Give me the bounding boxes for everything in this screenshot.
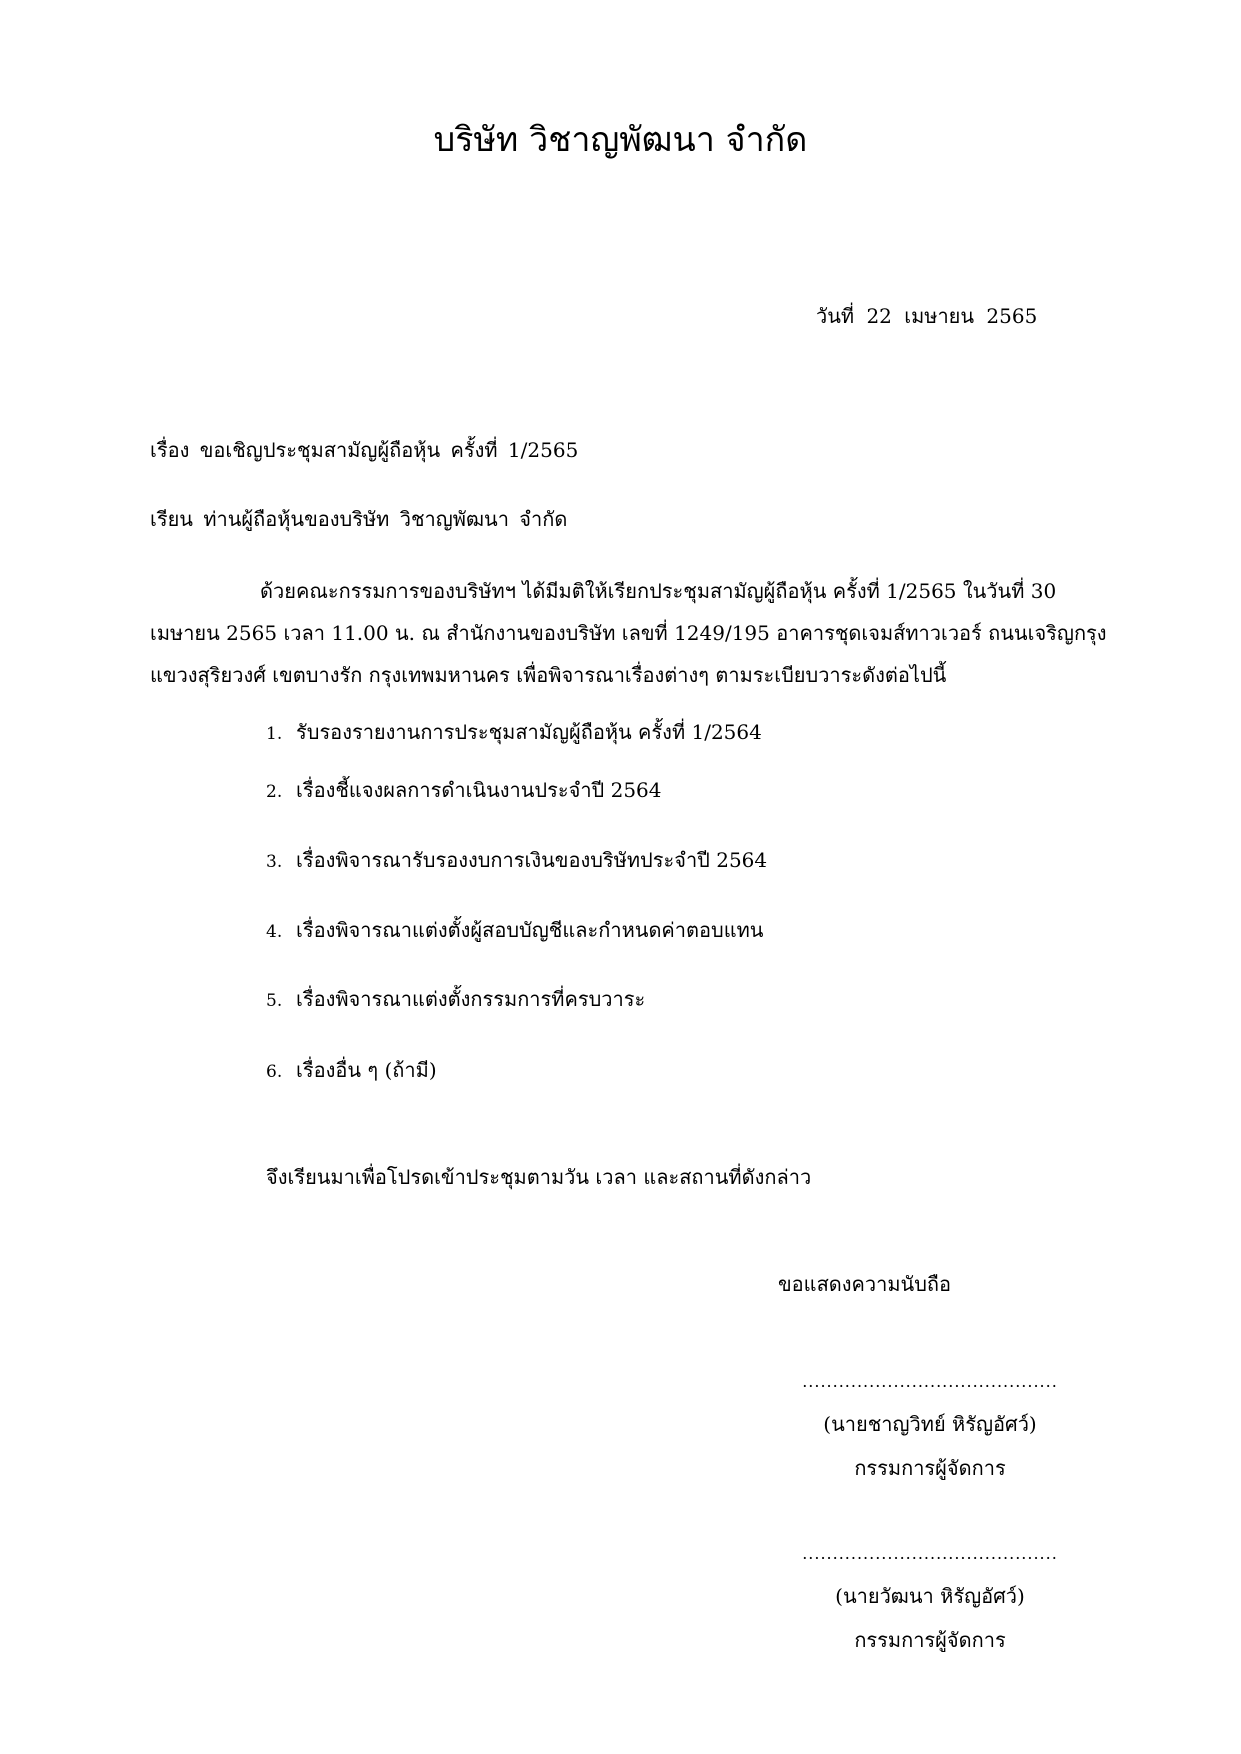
agenda-text: เรื่องพิจารณาแต่งตั้งผู้สอบบัญชีและกำหนดค่าตอบแทน [296, 918, 764, 942]
agenda-item [266, 916, 763, 946]
company-title: บริษัท วิชาญพัฒนา จำกัด [433, 120, 808, 160]
body-line: เมษายน 2565 เวลา 11.00 น. ณ สำนักงานของบริษัท เลขที่ 1249/195 อาคารชุดเจมส์ทาวเวอร์ ถนนเจริญกรุง [150, 621, 1107, 645]
agenda-item [266, 985, 645, 1015]
signatory-title: กรรมการผู้จัดการ [854, 1628, 1006, 1652]
agenda-number: 3. [266, 852, 283, 872]
agenda-item [266, 846, 767, 876]
agenda-number: 6. [266, 1062, 283, 1082]
signature-line: .......................................... [802, 1544, 1058, 1563]
agenda-number: 2. [266, 782, 283, 802]
signatory-title: กรรมการผู้จัดการ [854, 1456, 1006, 1480]
signature-block [770, 1544, 1090, 1654]
closing-line: จึงเรียนมาเพื่อโปรดเข้าประชุมตามวัน เวลา และสถานที่ดังกล่าว [266, 1165, 812, 1189]
agenda-text: เรื่องพิจารณารับรองงบการเงินของบริษัทประจำปี 2564 [296, 848, 768, 872]
agenda-text: เรื่องพิจารณาแต่งตั้งกรรมการที่ครบวาระ [296, 987, 646, 1011]
body-line: ด้วยคณะกรรมการของบริษัทฯ ได้มีมติให้เรียกประชุมสามัญผู้ถือหุ้น ครั้งที่ 1/2565 ในวันที่ 30 [260, 579, 1057, 603]
agenda-number: 4. [266, 922, 283, 942]
signature-block [770, 1372, 1090, 1482]
letter-subject: เรื่อง ขอเชิญประชุมสามัญผู้ถือหุ้น ครั้งที่ 1/2565 [150, 438, 579, 462]
agenda-number: 5. [266, 991, 283, 1011]
regards-line: ขอแสดงความนับถือ [778, 1272, 952, 1296]
agenda-text: เรื่องอื่น ๆ (ถ้ามี) [296, 1058, 437, 1082]
body-line: แขวงสุริยวงศ์ เขตบางรัก กรุงเทพมหานคร เพื่อพิจารณาเรื่องต่างๆ ตามระเบียบวาระดังต่อไปนี้ [150, 663, 947, 687]
signatory-name: (นายชาญวิทย์ หิรัญอัศว์) [823, 1412, 1037, 1436]
agenda-item [266, 776, 662, 806]
letter-recipient: เรียน ท่านผู้ถือหุ้นของบริษัท วิชาญพัฒนา จำกัด [150, 507, 568, 531]
agenda-item [266, 718, 762, 748]
agenda-text: รับรองรายงานการประชุมสามัญผู้ถือหุ้น ครั้งที่ 1/2564 [296, 720, 762, 744]
agenda-text: เรื่องชี้แจงผลการดำเนินงานประจำปี 2564 [296, 778, 662, 802]
agenda-number: 1. [266, 724, 283, 744]
agenda-item [266, 1056, 437, 1086]
letter-body-paragraph [150, 570, 1107, 696]
letter-date: วันที่ 22 เมษายน 2565 [816, 304, 1038, 328]
signatory-name: (นายวัฒนา หิรัญอัศว์) [835, 1584, 1025, 1608]
signature-line: .......................................... [802, 1372, 1058, 1391]
